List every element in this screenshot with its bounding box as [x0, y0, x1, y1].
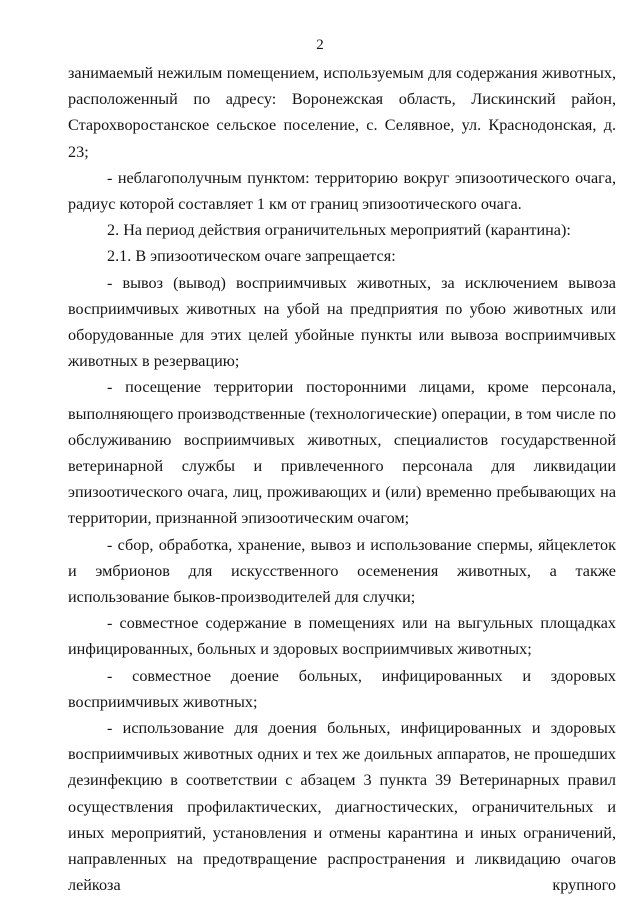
document-body	[68, 60, 616, 899]
paragraph-section-2-1: 2.1. В эпизоотическом очаге запрещается:	[107, 247, 396, 266]
paragraph-unfavorable-point: - неблагополучным пунктом: территорию вокруг эпизоотического очага, радиус которой составляет 1 км от границ эпизоотического очага.	[68, 168, 616, 214]
page-number: 2	[316, 37, 324, 53]
paragraph-joint-housing: - совместное содержание в помещениях или на выгульных площадках инфицированных, больных и здоровых восприимчивых животных;	[68, 614, 616, 659]
paragraph-animal-removal: - вывоз (вывод) восприимчивых животных, за исключением вывоза восприимчивых животных на убой на предприятия по убою животных или оборудованные для этих целей убойные пункты или вывоза восприимчивых животных в резервацию;	[68, 273, 616, 371]
paragraph-address-continuation: занимаемый нежилым помещением, используемым для содержания животных, расположенный по адресу: Воронежская область, Лискинский район, Старохворостанское сельское поселение, с. Селявное, ул. Краснодонская, д. 23;	[68, 64, 616, 161]
paragraph-restriction-period: 2. На период действия ограничительных мероприятий (карантина):	[107, 221, 571, 240]
paragraph-milking-equipment: - использование для доения больных, инфицированных и здоровых восприимчивых животных одних и тех же доильных аппаратов, не прошедших дезинфекцию в соответствии с абзацем 3 пункта 39 Ветеринарных правил осуществления профилактических, диагностических, ограничительных и иных мероприятий, установления и отмены карантина и иных ограничений, направленных на предотвращение распространения и ликвидацию очагов лейкоза крупного	[68, 719, 616, 895]
paragraph-sperm-collection: - сбор, обработка, хранение, вывоз и использование спермы, яйцеклеток и эмбрионов для искусственного осеменения животных, а также использование быков-производителей для случки;	[68, 535, 616, 607]
paragraph-joint-milking: - совместное доение больных, инфицированных и здоровых восприимчивых животных;	[68, 666, 616, 711]
paragraph-visitor-access: - посещение территории посторонними лицами, кроме персонала, выполняющего производственные (технологические) операции, в том числе по обслуживанию восприимчивых животных, специалистов государственной ветеринарной службы и привлеченного персонала для ликвидации эпизоотического очага, лиц, проживающих и (или) временно пребывающих на территории, признанной эпизоотическим очагом;	[68, 378, 616, 528]
